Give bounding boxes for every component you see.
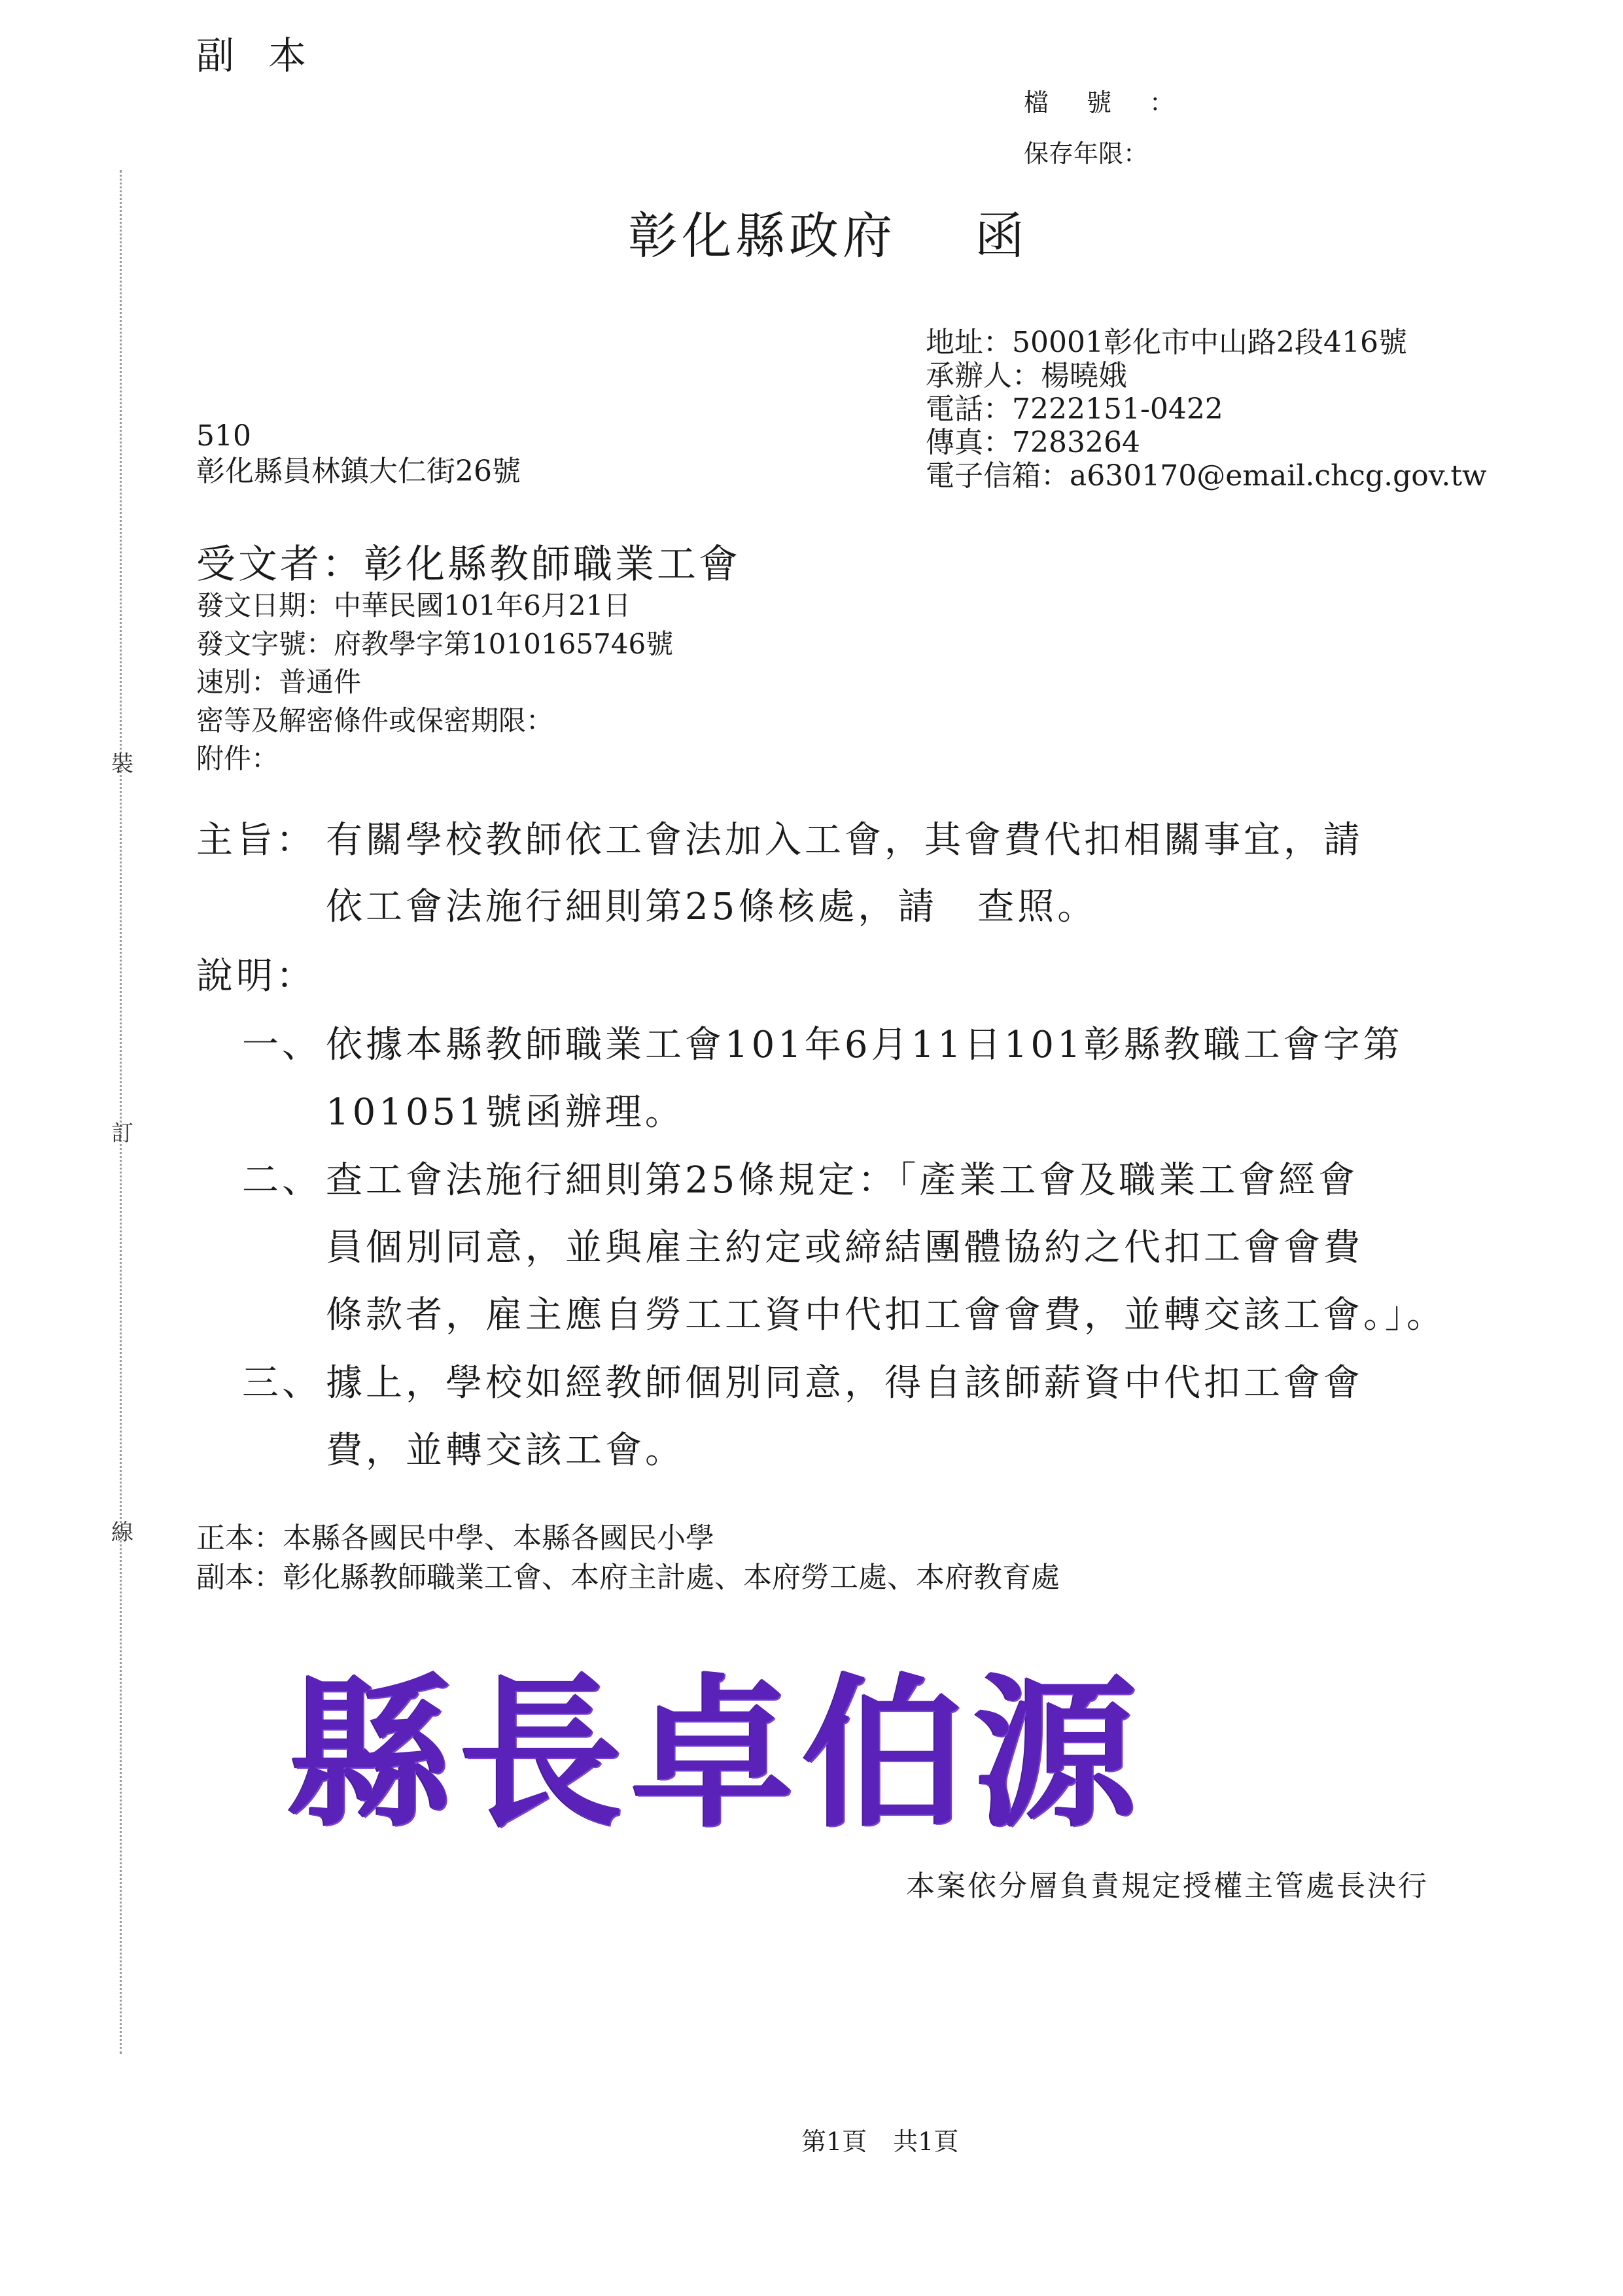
document-title	[628, 196, 1028, 268]
issue-date: 發文日期：中華民國101年6月21日	[196, 589, 631, 621]
binding-mark-zhuang: 裝	[111, 751, 133, 777]
subject-line: 依工會法施行細則第25條核處，請 查照。	[326, 886, 1098, 928]
binding-mark-xian: 線	[111, 1520, 133, 1546]
file-number-label: 檔號：	[1024, 88, 1213, 117]
agency-name: 彰化縣政府	[628, 207, 896, 265]
contact-address: 地址：50001彰化市中山路2段416號	[926, 326, 1407, 359]
meta-block	[196, 587, 673, 778]
mailing-address	[196, 419, 521, 489]
page-info	[801, 2121, 958, 2157]
item-line: 依據本縣教師職業工會101年6月11日101彰縣教職工會字第	[326, 1024, 1403, 1066]
attachment: 附件：	[196, 742, 279, 774]
contact-fax: 傳真：7283264	[926, 426, 1140, 459]
item-number: 二、	[242, 1159, 322, 1202]
county-magistrate-signature: 縣長卓伯源	[288, 1657, 1145, 1849]
item-line: 101051號函辦理。	[326, 1091, 685, 1134]
street-address: 彰化縣員林鎮大仁街26號	[196, 455, 521, 488]
recipient: 受文者：彰化縣教師職業工會	[196, 542, 741, 587]
copy-mark: 副本	[196, 33, 341, 78]
contact-handler: 承辦人：楊曉娥	[926, 359, 1127, 392]
contact-block	[926, 326, 1487, 493]
distribution-copy: 副本：彰化縣教師職業工會、本府主計處、本府勞工處、本府教育處	[196, 1561, 1060, 1594]
item-line: 條款者，雇主應自勞工工資中代扣工會會費，並轉交該工會。」。	[326, 1294, 1446, 1336]
item-line: 費，並轉交該工會。	[326, 1429, 685, 1472]
page-total: 共1頁	[893, 2127, 959, 2156]
item-number: 三、	[242, 1362, 322, 1404]
postal-code: 510	[196, 419, 251, 453]
doc-number: 發文字號：府教學字第1010165746號	[196, 627, 674, 660]
page-current: 第1頁	[801, 2127, 867, 2156]
binding-mark-ding: 訂	[111, 1121, 133, 1147]
item-line: 查工會法施行細則第25條規定：「產業工會及職業工會經會	[326, 1159, 1359, 1202]
delegation-note: 本案依分層負責規定授權主管處長決行	[906, 1870, 1429, 1903]
contact-email: 電子信箱：a630170@email.chcg.gov.tw	[926, 459, 1487, 493]
subject-label: 主旨：	[196, 819, 316, 861]
retention-label: 保存年限：	[1024, 139, 1149, 168]
distribution-original: 正本：本縣各國民中學、本縣各國民小學	[196, 1522, 714, 1555]
item-number: 一、	[242, 1024, 322, 1066]
file-meta	[1024, 77, 1212, 179]
item-line: 員個別同意，並與雇主約定或締結團體協約之代扣工會會費	[326, 1226, 1363, 1269]
binding-line	[120, 170, 122, 2054]
contact-phone: 電話：7222151-0422	[926, 392, 1223, 426]
subject-line: 有關學校教師依工會法加入工會，其會費代扣相關事宜，請	[326, 819, 1363, 861]
item-line: 據上，學校如經教師個別同意，得自該師薪資中代扣工會會	[326, 1362, 1363, 1404]
explanation-label: 說明：	[196, 955, 316, 998]
speed: 速別：普通件	[196, 666, 362, 698]
secrecy: 密等及解密條件或保密期限：	[196, 704, 554, 737]
distribution	[196, 1519, 1060, 1597]
document-type: 函	[975, 207, 1028, 265]
